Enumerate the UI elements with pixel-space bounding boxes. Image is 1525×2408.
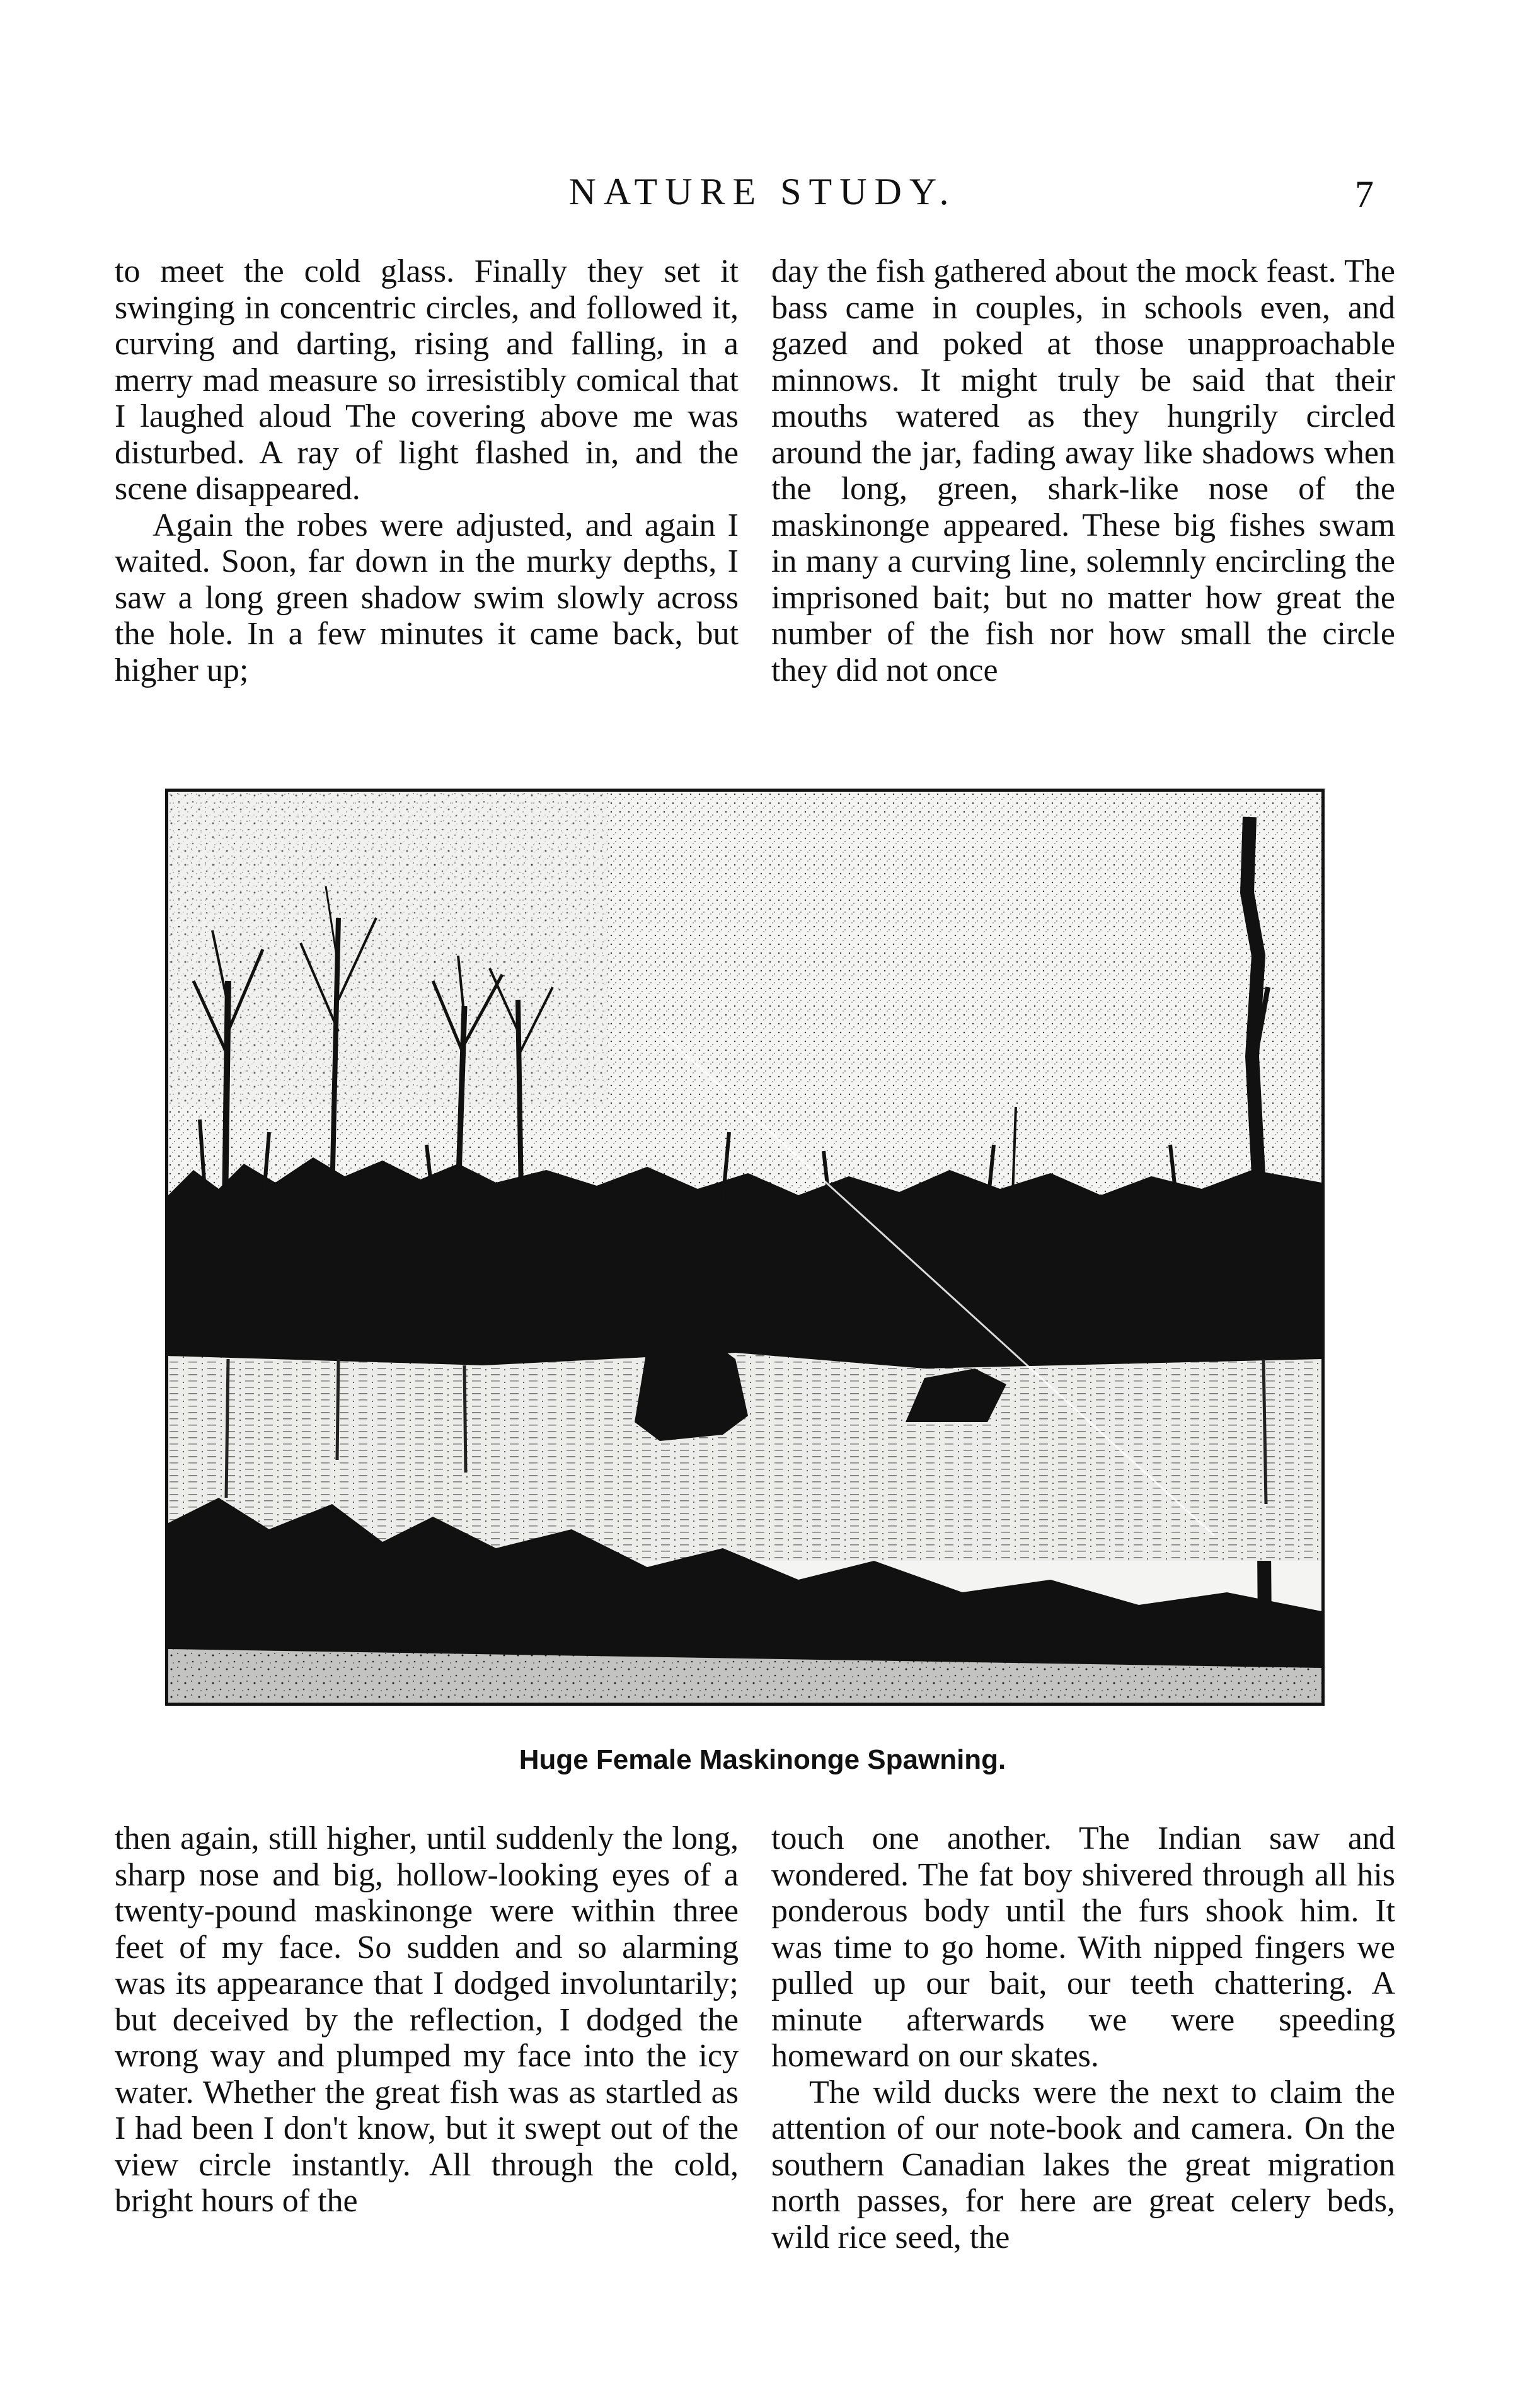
paragraph: touch one another. The Indian saw and wondered. The fat boy shivered through all his ponderous body until the furs shook him. It was time to go home. With nipped fingers we pulled up our bait, our teeth chattering. A minute afterwards we were speeding homeward on our skates.	[771, 1820, 1395, 2074]
paragraph: Again the robes were adjusted, and again I waited. Soon, far down in the murky depths, I saw a long green shadow swim slowly across the hole. In a few minutes it came back, but higher up;	[115, 507, 739, 688]
page-number: 7	[1355, 173, 1374, 215]
column-bottom-left	[115, 1820, 739, 2220]
paragraph: day the fish gathered about the mock feast. The bass came in couples, in schools even, and gazed and poked at those unapproachable minnows. It might truly be said that their mouths watered as they hungrily circled around the jar, fading away like shadows when the long, green, shark-like nose of the maskinonge appeared. These big fishes swam in many a curving line, solemnly encircling the imprisoned bait; but no matter how great the number of the fish nor how small the circle they did not once	[771, 253, 1395, 688]
swamp-photo-illustration	[168, 792, 1321, 1703]
running-head	[0, 170, 1525, 221]
photograph-swamp	[165, 789, 1325, 1706]
paragraph: then again, still higher, until suddenly the long, sharp nose and big, hollow-looking eyes of a twenty-pound maskinonge were within three feet of my face. So sudden and so alarming was its appearance that I dodged involuntarily; but deceived by the reflection, I dodged the wrong way and plumped my face into the icy water. Whether the great fish was as startled as I had been I don't know, but it swept out of the view circle instantly. All through the cold, bright hours of the	[115, 1820, 739, 2219]
figure-caption: Huge Female Maskinonge Spawning.	[519, 1744, 1006, 1775]
running-title: NATURE STUDY.	[568, 171, 957, 212]
column-bottom-right	[771, 1820, 1395, 2255]
paragraph: to meet the cold glass. Finally they set it swinging in concentric circles, and followed it, curving and darting, rising and falling, in a merry mad measure so irresistibly comical that I laughed aloud The covering above me was disturbed. A ray of light flashed in, and the scene disappeared.	[115, 253, 739, 507]
column-top-right	[771, 253, 1395, 688]
paragraph: The wild ducks were the next to claim the attention of our note-book and camera. On the southern Canadian lakes the great migration north passes, for here are great celery beds, wild rice seed, the	[771, 2074, 1395, 2255]
column-top-left	[115, 253, 739, 688]
